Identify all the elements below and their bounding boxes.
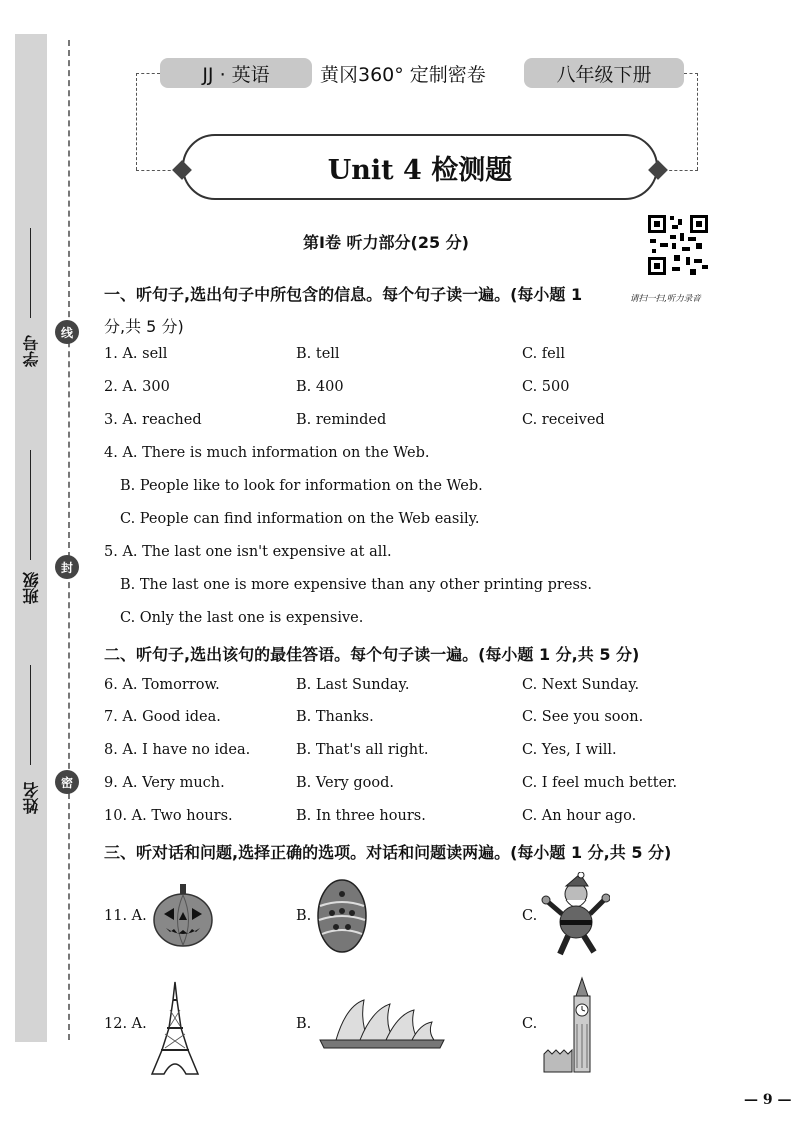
cut-mark-line: 线 [55,320,79,344]
q3-option-b: B. reminded [296,412,387,428]
underline [30,228,31,318]
sydney-opera-house-icon [316,994,448,1052]
q11-option-b-label: B. [296,908,312,924]
binding-strip [15,34,47,1042]
header-line [136,73,137,170]
q2-option-a: 2. A. 300 [104,379,170,395]
q12-option-b-label: B. [296,1016,312,1032]
easter-egg-icon [316,876,368,954]
q1-option-c: C. fell [522,346,566,362]
q7-option-b: B. Thanks. [296,709,374,725]
q12-option-c-label: C. [522,1016,538,1032]
cut-mark-secret: 密 [55,770,79,794]
q2-option-c: C. 500 [522,379,570,395]
q3-option-c: C. received [522,412,605,428]
q6-option-b: B. Last Sunday. [296,677,410,693]
q3-option-a: 3. A. reached [104,412,202,428]
underline [30,665,31,765]
q8-option-b: B. That's all right. [296,742,429,758]
q9-option-b: B. Very good. [296,775,394,791]
class-label: 班级 [22,572,41,604]
q7-option-a: 7. A. Good idea. [104,709,221,725]
series-label: 黄冈360° 定制密卷 [320,64,486,86]
qr-caption: 请扫一扫,听力录音 [630,294,701,304]
cut-line [68,40,70,1040]
q4-option-b: B. People like to look for information on the Web. [120,478,483,494]
q5-option-a: 5. A. The last one isn't expensive at all. [104,544,392,560]
santa-icon [540,872,610,960]
grade-badge: 八年级下册 [524,58,684,88]
q11-option-c-label: C. [522,908,538,924]
page-title: Unit 4 检测题 [327,154,513,186]
q12-option-a-label: 12. A. [104,1016,147,1032]
big-ben-icon [542,976,604,1074]
section2-title: 二、听句子,选出该句的最佳答语。每个句子读一遍。(每小题 1 分,共 5 分) [104,645,640,664]
q9-option-a: 9. A. Very much. [104,775,225,791]
q5-option-c: C. Only the last one is expensive. [120,610,364,626]
q10-option-a: 10. A. Two hours. [104,808,233,824]
pumpkin-icon [152,882,214,948]
underline [30,450,31,560]
q6-option-c: C. Next Sunday. [522,677,640,693]
subject-badge: JJ · 英语 [160,58,312,88]
title-frame [182,134,658,200]
header-line [136,73,160,74]
q10-option-c: C. An hour ago. [522,808,637,824]
cut-mark-seal: 封 [55,555,79,579]
q6-option-a: 6. A. Tomorrow. [104,677,220,693]
q2-option-b: B. 400 [296,379,344,395]
q10-option-b: B. In three hours. [296,808,426,824]
q8-option-a: 8. A. I have no idea. [104,742,251,758]
page-number: — 9 — [744,1092,792,1108]
qr-code-icon[interactable] [646,213,710,277]
q5-option-b: B. The last one is more expensive than any other printing press. [120,577,592,593]
student-id-label: 学号 [22,335,41,367]
header-line [136,170,176,171]
name-label: 姓名 [22,782,41,814]
q8-option-c: C. Yes, I will. [522,742,617,758]
q1-option-a: 1. A. sell [104,346,168,362]
section1-title: 一、听句子,选出句子中所包含的信息。每个句子读一遍。(每小题 1 [104,285,583,304]
eiffel-tower-icon [150,980,200,1076]
q11-option-a-label: 11. A. [104,908,147,924]
q4-option-a: 4. A. There is much information on the Web. [104,445,430,461]
header-line [697,73,698,170]
q1-option-b: B. tell [296,346,340,362]
q7-option-c: C. See you soon. [522,709,644,725]
q4-option-c: C. People can find information on the Web easily. [120,511,480,527]
header-line [664,170,698,171]
q9-option-c: C. I feel much better. [522,775,678,791]
header-line [684,73,698,74]
section1-title-cont: 分,共 5 分) [104,317,184,336]
part-heading: 第Ⅰ卷 听力部分(25 分) [303,233,469,252]
section3-title: 三、听对话和问题,选择正确的选项。对话和问题读两遍。(每小题 1 分,共 5 分) [104,843,672,862]
